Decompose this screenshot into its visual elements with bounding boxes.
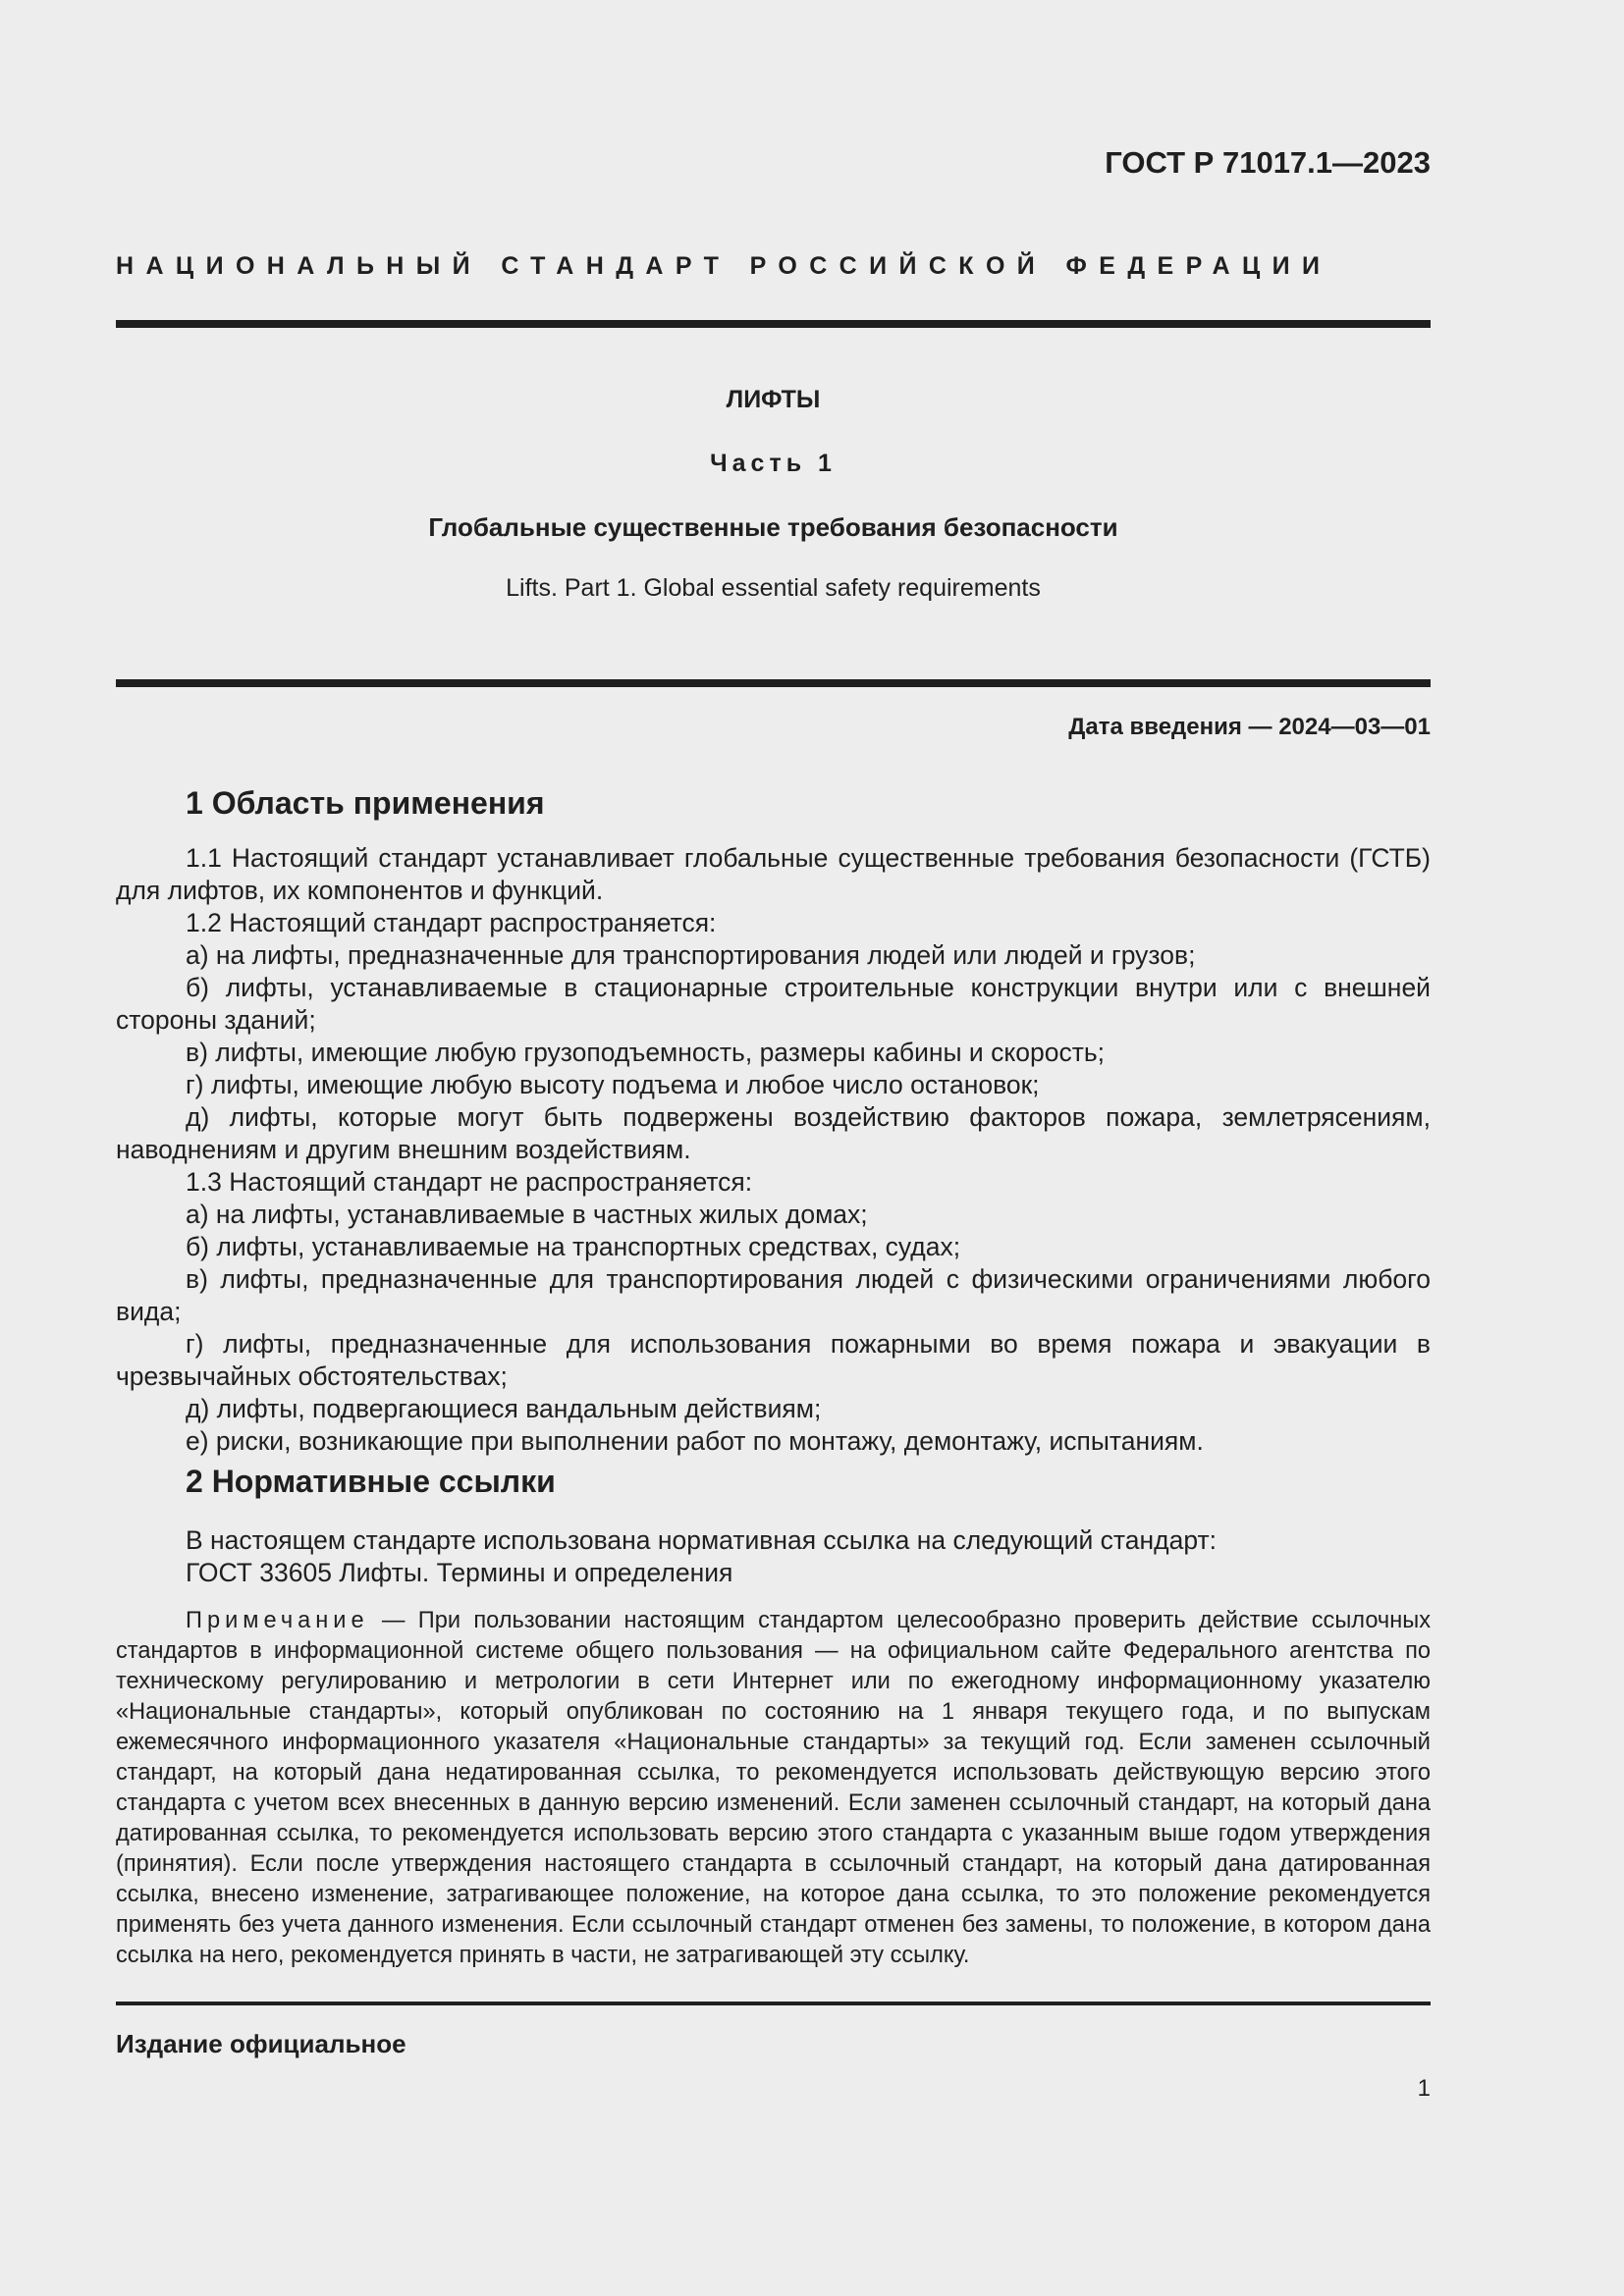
list-item: в) лифты, предназначенные для транспортирования людей с физическими ограничениями любого вида; [116, 1264, 1431, 1326]
national-standard-banner: НАЦИОНАЛЬНЫЙ СТАНДАРТ РОССИЙСКОЙ ФЕДЕРАЦИИ [116, 252, 1332, 280]
list-item: г) лифты, имеющие любую высоту подъема и любое число остановок; [186, 1070, 1040, 1099]
footer-divider [116, 2002, 1431, 2005]
list-item: е) риски, возникающие при выполнении работ по монтажу, демонтажу, испытаниям. [186, 1426, 1204, 1456]
document-title: ЛИФТЫ [726, 386, 821, 413]
document-subtitle: Глобальные существенные требования безопасности [428, 512, 1118, 542]
list-item: а) на лифты, предназначенные для транспортирования людей или людей и грузов; [186, 940, 1196, 970]
list-item: д) лифты, которые могут быть подвержены воздействию факторов пожара, землетрясениям, наводнениям и другим внешним воздействиям. [116, 1102, 1431, 1164]
list-item: б) лифты, устанавливаемые на транспортных средствах, судах; [186, 1232, 961, 1261]
top-divider [116, 320, 1431, 328]
note-block [116, 1606, 1431, 1971]
introduction-date: Дата введения — 2024—03—01 [1068, 714, 1431, 740]
title-divider [116, 679, 1431, 687]
list-item: г) лифты, предназначенные для использования пожарными во время пожара и эвакуации в чрезвычайных обстоятельствах; [116, 1329, 1431, 1391]
edition-label: Издание официальное [116, 2029, 406, 2058]
list-item: б) лифты, устанавливаемые в стационарные строительные конструкции внутри или с внешней стороны зданий; [116, 973, 1431, 1035]
reference-item: ГОСТ 33605 Лифты. Термины и определения [186, 1558, 733, 1587]
section-2-body [116, 1524, 1431, 1589]
section-1-heading: 1 Область применения [186, 785, 545, 821]
english-title: Lifts. Part 1. Global essential safety requirements [506, 574, 1041, 602]
paragraph: 1.2 Настоящий стандарт распространяется: [186, 908, 717, 937]
document-id: ГОСТ Р 71017.1—2023 [1105, 145, 1431, 180]
list-item: в) лифты, имеющие любую грузоподъемность, размеры кабины и скорость; [186, 1038, 1106, 1067]
document-part: Часть 1 [710, 450, 837, 477]
section-1-body [116, 842, 1431, 1458]
paragraph: 1.3 Настоящий стандарт не распространяется: [186, 1167, 753, 1197]
list-item: а) на лифты, устанавливаемые в частных жилых домах; [186, 1200, 868, 1229]
section-2-heading: 2 Нормативные ссылки [186, 1464, 556, 1499]
paragraph: В настоящем стандарте использована нормативная ссылка на следующий стандарт: [186, 1525, 1217, 1555]
list-item: д) лифты, подвергающиеся вандальным действиям; [186, 1394, 822, 1423]
page-number: 1 [1417, 2075, 1431, 2102]
paragraph: 1.1 Настоящий стандарт устанавливает глобальные существенные требования безопасности (ГСТБ) для лифтов, их компонентов и функций. [116, 843, 1431, 905]
note-label: Примечание [186, 1608, 369, 1633]
note-text: — При пользовании настоящим стандартом целесообразно проверить действие ссылочных стандартов в информационной системе общего пользования — на официальном сайте Федерального агентства по техническому регулированию и метрологии в сети Интернет или по ежегодному информационному указателю «Национальные стандарты», который опубликован по состоянию на 1 января текущего года, и по выпускам ежемесячного информационного указателя «Национальные стандарты» за текущий год. Если заменен ссылочный стандарт, на который дана недатированная ссылка, то рекомендуется использовать действующую версию этого стандарта с учетом всех внесенных в данную версию изменений. Если заменен ссылочный стандарт, на который дана датированная ссылка, то рекомендуется использовать версию этого стандарта с указанным выше годом утверждения (принятия). Если после утверждения настоящего стандарта в ссылочный стандарт, на который дана датированная ссылка, внесено изменение, затрагивающее положение, на которое дана ссылка, то это положение рекомендуется применять без учета данного изменения. Если ссылочный стандарт отменен без замены, то положение, в котором дана ссылка на него, рекомендуется принять в части, не затрагивающей эту ссылку. [116, 1608, 1431, 1968]
